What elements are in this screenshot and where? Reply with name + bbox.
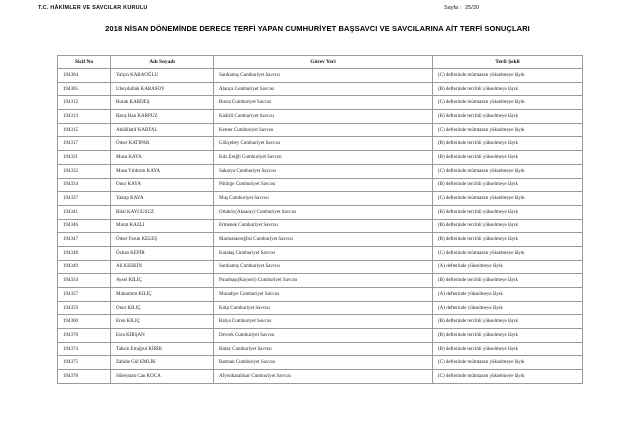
cell-adi-soyadi: Murat KAZLI <box>111 219 214 233</box>
table-row <box>58 356 583 370</box>
results-table <box>57 55 583 384</box>
cell-sicil-no: 194347 <box>58 233 111 247</box>
cell-adi-soyadi: Ömer Faruk KELEŞ <box>111 233 214 247</box>
cell-sicil-no: 194331 <box>58 151 111 165</box>
table-body <box>58 69 583 384</box>
cell-adi-soyadi: Onur KILIÇ <box>111 301 214 315</box>
table-row <box>58 96 583 110</box>
page-number <box>444 5 479 11</box>
cell-adi-soyadi: Eren KILIÇ <box>111 315 214 329</box>
table-row <box>58 110 583 124</box>
table-row <box>58 246 583 260</box>
cell-terfi-sekli: (B) defterinde tercihli yükselmeye lâyık <box>433 329 583 343</box>
table-row <box>58 123 583 137</box>
cell-terfi-sekli: (B) defterinde tercihli yükselmeye lâyık <box>433 205 583 219</box>
cell-adi-soyadi: Abdüllatif KARTAL <box>111 123 214 137</box>
cell-gorev-yeri: Muş Cumhuriyet Savcısı <box>214 192 433 206</box>
table-row <box>58 137 583 151</box>
cell-sicil-no: 194370 <box>58 329 111 343</box>
cell-adi-soyadi: Barış Han KARPUZ <box>111 110 214 124</box>
cell-terfi-sekli: (C) defterinde mümtazen yükselmeye lâyık <box>433 123 583 137</box>
cell-terfi-sekli: (A) defterinde yükselmeye lâyık <box>433 301 583 315</box>
cell-sicil-no: 194312 <box>58 96 111 110</box>
cell-gorev-yeri: Ermenek Cumhuriyet Savcısı <box>214 219 433 233</box>
table-row <box>58 301 583 315</box>
cell-terfi-sekli: (B) defterinde tercihli yükselmeye lâyık <box>433 274 583 288</box>
table-row <box>58 178 583 192</box>
cell-sicil-no: 194348 <box>58 246 111 260</box>
cell-gorev-yeri: Kadirli Cumhuriyet Savcısı <box>214 110 433 124</box>
cell-terfi-sekli: (B) defterinde tercihli yükselmeye lâyık <box>433 110 583 124</box>
column-header-adi-soyadi: Adı Soyadı <box>111 56 214 69</box>
cell-sicil-no: 194346 <box>58 219 111 233</box>
cell-gorev-yeri: Afyonkarahisar Cumhuriyet Savcısı <box>214 370 433 384</box>
cell-gorev-yeri: Ortaköy(Aksaray) Cumhuriyet Savcısı <box>214 205 433 219</box>
cell-sicil-no: 194354 <box>58 274 111 288</box>
cell-terfi-sekli: (C) defterinde mümtazen yükselmeye lâyık <box>433 246 583 260</box>
cell-adi-soyadi: Özkan KEPİR <box>111 246 214 260</box>
cell-gorev-yeri: Muradiye Cumhuriyet Savcısı <box>214 288 433 302</box>
cell-terfi-sekli: (C) defterinde mümtazen yükselmeye lâyık <box>433 96 583 110</box>
cell-adi-soyadi: Bilal KAYGUSUZ <box>111 205 214 219</box>
cell-gorev-yeri: Kdz.Ereğli Cumhuriyet Savcısı <box>214 151 433 165</box>
cell-adi-soyadi: Burak KARDEŞ <box>111 96 214 110</box>
cell-terfi-sekli: (B) defterinde tercihli yükselmeye lâyık <box>433 219 583 233</box>
cell-adi-soyadi: Esra KIRŞAN <box>111 329 214 343</box>
cell-gorev-yeri: Karataş Cumhuriyet Savcısı <box>214 246 433 260</box>
cell-sicil-no: 194334 <box>58 178 111 192</box>
cell-terfi-sekli: (C) defterinde mümtazen yükselmeye lâyık <box>433 370 583 384</box>
cell-terfi-sekli: (B) defterinde tercihli yükselmeye lâyık <box>433 315 583 329</box>
cell-terfi-sekli: (B) defterinde tercihli yükselmeye lâyık <box>433 82 583 96</box>
cell-terfi-sekli: (B) defterinde tercihli yükselmeye lâyık <box>433 178 583 192</box>
cell-terfi-sekli: (A) defterinde yükselmeye lâyık <box>433 288 583 302</box>
table-row <box>58 69 583 83</box>
cell-terfi-sekli: (A) defterinde yükselmeye lâyık <box>433 260 583 274</box>
table-row <box>58 274 583 288</box>
cell-gorev-yeri: Bursa Cumhuriyet Savcısı <box>214 96 433 110</box>
cell-sicil-no: 194337 <box>58 192 111 206</box>
cell-adi-soyadi: Musa KAYA <box>111 151 214 165</box>
column-header-terfi-sekli: Terfi Şekli <box>433 56 583 69</box>
cell-adi-soyadi: Yalçın KARAOĞLU <box>111 69 214 83</box>
cell-gorev-yeri: Sakarya Cumhuriyet Savcısı <box>214 164 433 178</box>
table-row <box>58 329 583 343</box>
table-row <box>58 342 583 356</box>
cell-adi-soyadi: Ubeydullah KARASOY <box>111 82 214 96</box>
cell-adi-soyadi: Tahsin Ertuğrul KİRİK <box>111 342 214 356</box>
cell-gorev-yeri: Alanya Cumhuriyet Savcısı <box>214 82 433 96</box>
cell-sicil-no: 194313 <box>58 110 111 124</box>
cell-adi-soyadi: Süleyman Can KOCA <box>111 370 214 384</box>
table-row <box>58 288 583 302</box>
table-row <box>58 82 583 96</box>
cell-adi-soyadi: Muharrem KILIÇ <box>111 288 214 302</box>
cell-gorev-yeri: Devrek Cumhuriyet Savcısı <box>214 329 433 343</box>
cell-gorev-yeri: Pınarbaşı(Kayseri) Cumhuriyet Savcısı <box>214 274 433 288</box>
cell-terfi-sekli: (C) defterinde mümtazen yükselmeye lâyık <box>433 192 583 206</box>
table-header <box>58 56 583 69</box>
table-row <box>58 151 583 165</box>
cell-sicil-no: 194304 <box>58 69 111 83</box>
cell-terfi-sekli: (B) defterinde tercihli yükselmeye lâyık <box>433 137 583 151</box>
cell-gorev-yeri: Hatay Cumhuriyet Savcısı <box>214 342 433 356</box>
cell-sicil-no: 194317 <box>58 137 111 151</box>
cell-gorev-yeri: Sarıkamış Cumhuriyet Savcısı <box>214 260 433 274</box>
cell-gorev-yeri: Batman Cumhuriyet Savcısı <box>214 356 433 370</box>
cell-gorev-yeri: Kemer Cumhuriyet Savcısı <box>214 123 433 137</box>
table-row <box>58 260 583 274</box>
cell-gorev-yeri: Marmaraereğlisi Cumhuriyet Savcısı <box>214 233 433 247</box>
table-row <box>58 205 583 219</box>
cell-terfi-sekli: (C) defterinde mümtazen yükselmeye lâyık <box>433 69 583 83</box>
cell-gorev-yeri: Gökçebey Cumhuriyet Savcısı <box>214 137 433 151</box>
column-header-gorev-yeri: Görev Yeri <box>214 56 433 69</box>
page-number-value: 25/30 <box>465 5 479 11</box>
cell-gorev-yeri: Kulp Cumhuriyet Savcısı <box>214 301 433 315</box>
table-row <box>58 315 583 329</box>
cell-terfi-sekli: (C) defterinde mümtazen yükselmeye lâyık <box>433 356 583 370</box>
cell-gorev-yeri: Balya Cumhuriyet Savcısı <box>214 315 433 329</box>
cell-adi-soyadi: Yakup KAYA <box>111 192 214 206</box>
cell-sicil-no: 194332 <box>58 164 111 178</box>
cell-adi-soyadi: Musa Yıldırım KAYA <box>111 164 214 178</box>
cell-terfi-sekli: (C) defterinde mümtazen yükselmeye lâyık <box>433 164 583 178</box>
cell-sicil-no: 194341 <box>58 205 111 219</box>
cell-terfi-sekli: (B) defterinde tercihli yükselmeye lâyık <box>433 342 583 356</box>
column-header-sicil-no: Sicil No <box>58 56 111 69</box>
table-row <box>58 370 583 384</box>
cell-adi-soyadi: Aysel KILIÇ <box>111 274 214 288</box>
page-number-label: Sayfa : <box>444 5 462 11</box>
cell-sicil-no: 194305 <box>58 82 111 96</box>
cell-adi-soyadi: Onur KAYA <box>111 178 214 192</box>
table-row <box>58 192 583 206</box>
document-title: 2018 NİSAN DÖNEMİNDE DERECE TERFİ YAPAN CUMHURİYET BAŞSAVCI VE SAVCILARINA AİT TERFİ SONUÇLARI <box>105 24 530 33</box>
cell-sicil-no: 194374 <box>58 342 111 356</box>
cell-gorev-yeri: Pütürge Cumhuriyet Savcısı <box>214 178 433 192</box>
cell-adi-soyadi: Ömer KATIPAR <box>111 137 214 151</box>
org-title: T.C. HÂKİMLER VE SAVCILAR KURULU <box>38 5 148 11</box>
table-row <box>58 164 583 178</box>
cell-terfi-sekli: (B) defterinde tercihli yükselmeye lâyık <box>433 233 583 247</box>
cell-terfi-sekli: (B) defterinde tercihli yükselmeye lâyık <box>433 151 583 165</box>
table-row <box>58 233 583 247</box>
cell-sicil-no: 194357 <box>58 288 111 302</box>
cell-adi-soyadi: Zahide Gül EMLİK <box>111 356 214 370</box>
cell-gorev-yeri: Sarıkamış Cumhuriyet Savcısı <box>214 69 433 83</box>
cell-sicil-no: 194315 <box>58 123 111 137</box>
cell-sicil-no: 194359 <box>58 301 111 315</box>
cell-sicil-no: 194378 <box>58 370 111 384</box>
cell-sicil-no: 194349 <box>58 260 111 274</box>
cell-adi-soyadi: Ali KESKİN <box>111 260 214 274</box>
cell-sicil-no: 194360 <box>58 315 111 329</box>
cell-sicil-no: 194375 <box>58 356 111 370</box>
table-row <box>58 219 583 233</box>
